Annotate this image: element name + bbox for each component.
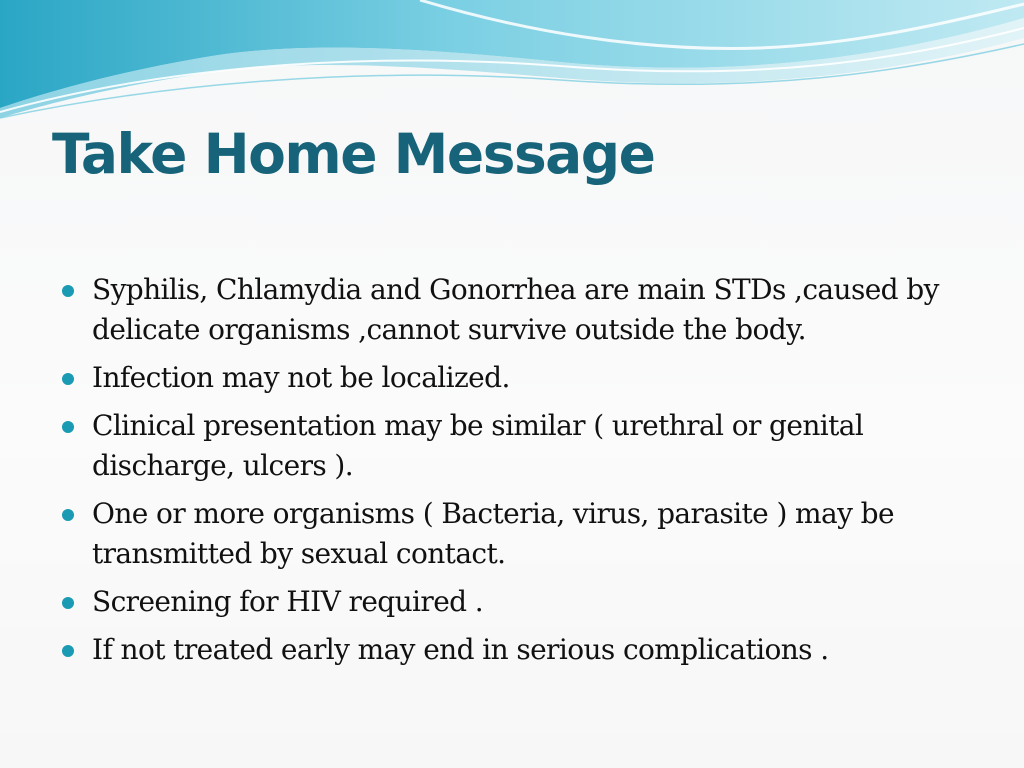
bullet-text: If not treated early may end in serious complications . xyxy=(92,633,829,666)
bullet-item xyxy=(62,270,982,350)
bullet-text: Infection may not be localized. xyxy=(92,361,510,394)
bullet-item xyxy=(62,406,982,486)
bullet-text: Screening for HIV required . xyxy=(92,585,484,618)
bullet-dot-icon xyxy=(62,285,74,297)
bullet-dot-icon xyxy=(62,509,74,521)
bullet-dot-icon xyxy=(62,645,74,657)
bullet-item xyxy=(62,358,982,398)
bullet-dot-icon xyxy=(62,421,74,433)
bullet-dot-icon xyxy=(62,373,74,385)
slide-title: Take Home Message xyxy=(52,122,655,186)
bullet-text: One or more organisms ( Bacteria, virus, parasite ) may be transmitted by sexual contact. xyxy=(92,497,894,570)
bullet-list xyxy=(62,270,982,678)
bullet-dot-icon xyxy=(62,597,74,609)
bullet-item xyxy=(62,630,982,670)
bullet-item xyxy=(62,582,982,622)
bullet-text: Clinical presentation may be similar ( urethral or genital discharge, ulcers ). xyxy=(92,409,864,482)
header-wave-decoration xyxy=(0,0,1024,125)
bullet-item xyxy=(62,494,982,574)
bullet-text: Syphilis, Chlamydia and Gonorrhea are main STDs ,caused by delicate organisms ,cannot survive outside the body. xyxy=(92,273,939,346)
